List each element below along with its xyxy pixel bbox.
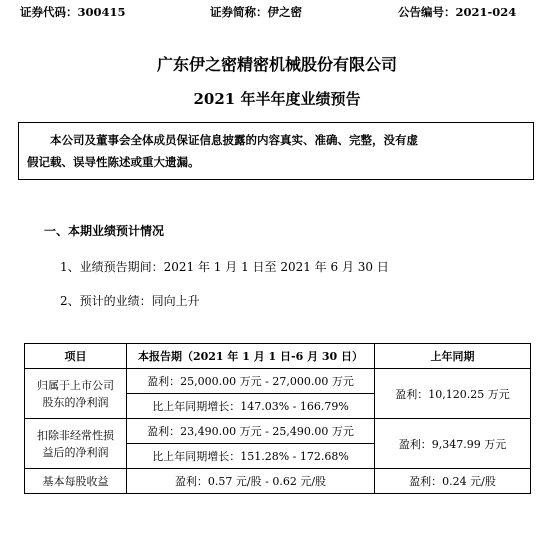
table-header-row bbox=[25, 344, 531, 369]
forecast-period: 1、业绩预告期间：2021 年 1 月 1 日至 2021 年 6 月 30 日 bbox=[60, 260, 389, 274]
forecast-table bbox=[24, 343, 531, 494]
table-row bbox=[25, 369, 531, 394]
eps-label: 基本每股收益 bbox=[25, 469, 127, 494]
row-label-adjusted-profit: 扣除非经常性损 益后的净利润 bbox=[25, 419, 127, 469]
section-heading: 一、本期业绩预计情况 bbox=[44, 224, 165, 238]
net-profit-prior: 盈利：10,120.25 万元 bbox=[375, 369, 531, 419]
net-profit-growth: 比上年同期增长：147.03% - 166.79% bbox=[127, 394, 375, 419]
stock-name: 证券简称：伊之密 bbox=[210, 5, 302, 19]
board-statement-box bbox=[18, 122, 534, 180]
adjusted-profit-growth: 比上年同期增长：151.28% - 172.68% bbox=[127, 444, 375, 469]
forecast-performance: 2、预计的业绩：同向上升 bbox=[60, 294, 200, 308]
col-header-item: 项目 bbox=[25, 344, 127, 369]
net-profit-range: 盈利：25,000.00 万元 - 27,000.00 万元 bbox=[127, 369, 375, 394]
row-label-net-profit: 归属于上市公司 股东的净利润 bbox=[25, 369, 127, 419]
stock-code: 证券代码：300415 bbox=[20, 5, 126, 19]
adjusted-profit-prior: 盈利：9,347.99 万元 bbox=[375, 419, 531, 469]
statement-line-2: 假记载、误导性陈述或重大遗漏。 bbox=[27, 155, 200, 169]
statement-line-1: 本公司及董事会全体成员保证信息披露的内容真实、准确、完整，没有虚 bbox=[50, 133, 418, 147]
eps-prior: 盈利：0.24 元/股 bbox=[375, 469, 531, 494]
adjusted-profit-range: 盈利：23,490.00 万元 - 25,490.00 万元 bbox=[127, 419, 375, 444]
col-header-current: 本报告期（2021 年 1 月 1 日-6 月 30 日） bbox=[127, 344, 375, 369]
report-title: 2021 年半年度业绩预告 bbox=[193, 90, 361, 108]
table-row bbox=[25, 469, 531, 494]
eps-current: 盈利：0.57 元/股 - 0.62 元/股 bbox=[127, 469, 375, 494]
table-row bbox=[25, 419, 531, 444]
company-name: 广东伊之密精密机械股份有限公司 bbox=[156, 55, 397, 74]
notice-number: 公告编号：2021-024 bbox=[398, 5, 517, 19]
col-header-prior: 上年同期 bbox=[375, 344, 531, 369]
